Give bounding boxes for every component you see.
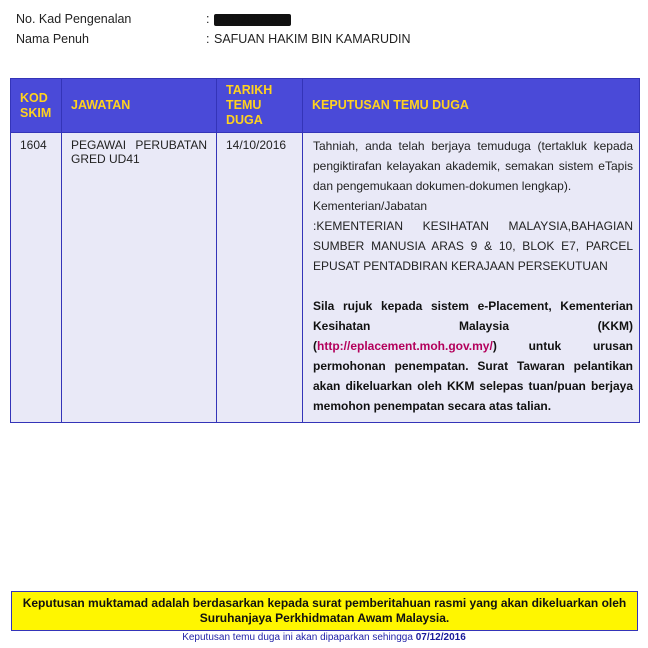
interview-result-table bbox=[10, 78, 640, 423]
full-name-value: SAFUAN HAKIM BIN KAMARUDIN bbox=[214, 32, 411, 46]
table-header-row bbox=[11, 79, 640, 133]
result-congratulations-text: Tahniah, anda telah berjaya temuduga (tertakluk kepada pengiktirafan kelayakan akademik, semakan sistem eTapis dan pengemukaan dokumen-dokumen lengkap). bbox=[313, 139, 633, 193]
table-row bbox=[11, 133, 640, 423]
ic-number-label: No. Kad Pengenalan bbox=[16, 12, 132, 26]
header-tarikh-temu-duga: TARIKH TEMU DUGA bbox=[217, 79, 303, 133]
display-until-text: Keputusan temu duga ini akan dipaparkan sehingga bbox=[182, 632, 413, 643]
cell-keputusan bbox=[303, 133, 640, 423]
full-name-label: Nama Penuh bbox=[16, 32, 89, 46]
full-name-colon: : bbox=[206, 32, 210, 46]
ic-number-value bbox=[214, 9, 291, 29]
instructions-text-after-link: ) untuk urusan permohonan penempatan. Surat Tawaran pelantikan akan dikeluarkan oleh KKM selepas tuan/puan berjaya memohon penempatan secara atas talian. bbox=[313, 339, 633, 413]
instructions-text-before-link: Sila rujuk kepada sistem e-Placement, Kementerian Kesihatan Malaysia (KKM) ( bbox=[313, 299, 633, 353]
header-jawatan: JAWATAN bbox=[62, 79, 217, 133]
redacted-ic-number: 900320075826 bbox=[216, 14, 290, 26]
cell-tarikh: 14/10/2016 bbox=[217, 133, 303, 423]
cell-kod-skim: 1604 bbox=[11, 133, 62, 423]
eplacement-link[interactable]: http://eplacement.moh.gov.my/ bbox=[317, 339, 493, 353]
official-notice-banner: Keputusan muktamad adalah berdasarkan kepada surat pemberitahuan rasmi yang akan dikeluarkan oleh Suruhanjaya Perkhidmatan Awam Malaysia. bbox=[11, 591, 638, 631]
paragraph-spacer bbox=[313, 276, 633, 296]
eplacement-instructions bbox=[313, 296, 633, 416]
ic-number-colon: : bbox=[206, 12, 210, 26]
header-kod-skim: KOD SKIM bbox=[11, 79, 62, 133]
cell-jawatan: PEGAWAI PERUBATAN GRED UD41 bbox=[62, 133, 217, 423]
department-label: Kementerian/Jabatan bbox=[313, 199, 428, 213]
header-keputusan-temu-duga: KEPUTUSAN TEMU DUGA bbox=[303, 79, 640, 133]
display-until-date: 07/12/2016 bbox=[415, 632, 466, 643]
display-until-note bbox=[0, 632, 648, 643]
department-value: :KEMENTERIAN KESIHATAN MALAYSIA,BAHAGIAN SUMBER MANUSIA ARAS 9 & 10, BLOK E7, PARCEL EPUSAT PENTADBIRAN KERAJAAN PERSEKUTUAN bbox=[313, 219, 633, 273]
